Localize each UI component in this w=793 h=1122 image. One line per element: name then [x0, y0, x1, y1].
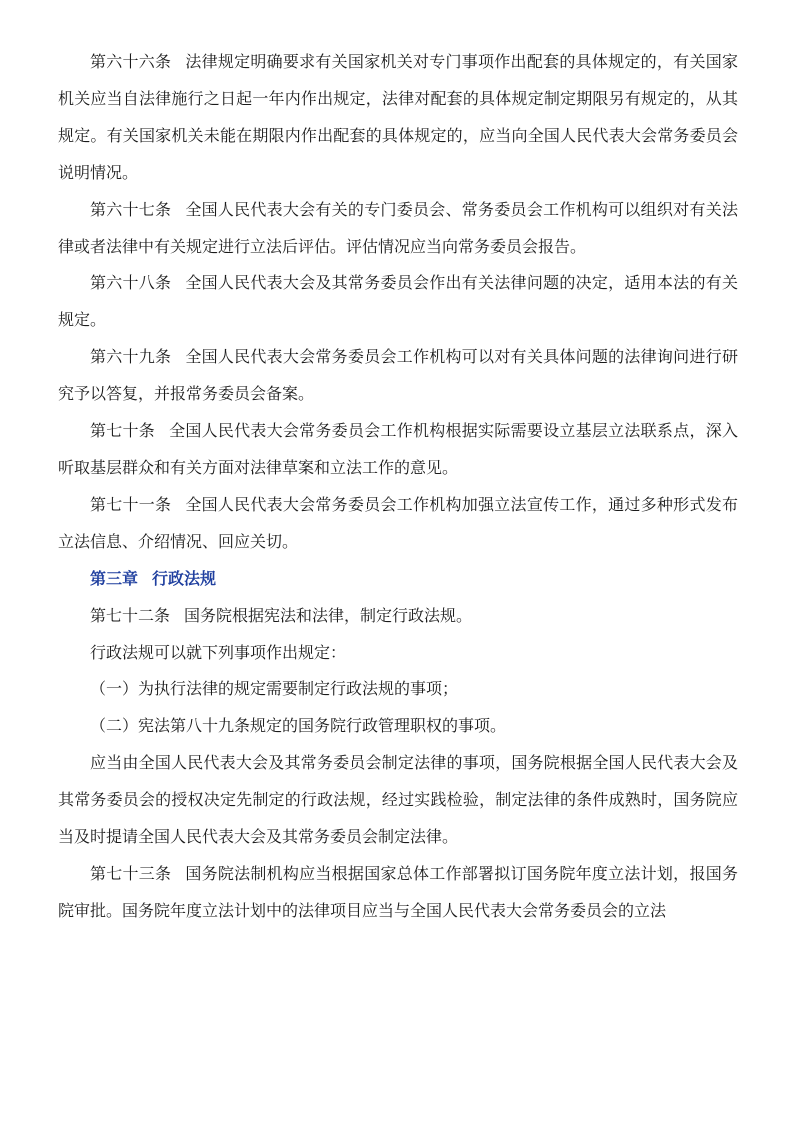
article-number: 第七十三条 [90, 863, 172, 883]
chapter-number: 第三章 [90, 568, 139, 588]
article-69 [58, 339, 738, 413]
item-text: （二）宪法第八十九条规定的国务院行政管理职权的事项。 [90, 716, 507, 736]
chapter-heading [58, 561, 738, 598]
article-number: 第六十七条 [90, 199, 172, 219]
article-number: 第六十九条 [90, 347, 172, 367]
article-number: 第六十六条 [90, 52, 172, 71]
article-text: 全国人民代表大会及其常务委员会作出有关法律问题的决定，适用本法的有关规定。 [58, 273, 738, 330]
article-67 [58, 192, 738, 266]
article-text: 全国人民代表大会有关的专门委员会、常务委员会工作机构可以组织对有关法律或者法律中有关规定进行立法后评估。评估情况应当向常务委员会报告。 [58, 199, 738, 256]
article-number: 第七十一条 [90, 494, 172, 514]
article-text: 全国人民代表大会常务委员会工作机构加强立法宣传工作，通过多种形式发布立法信息、介绍情况、回应关切。 [58, 494, 738, 551]
article-number: 第六十八条 [90, 273, 172, 293]
chapter-title: 行政法规 [152, 568, 217, 588]
article-66 [58, 44, 738, 192]
article-text: 国务院根据宪法和法律，制定行政法规。 [184, 605, 473, 625]
article-72-item-1 [58, 671, 738, 708]
article-72-clause-3 [58, 745, 738, 856]
clause-text: 应当由全国人民代表大会及其常务委员会制定法律的事项，国务院根据全国人民代表大会及其常务委员会的授权决定先制定的行政法规，经过实践检验，制定法律的条件成熟时，国务院应当及时提请全国人民代表大会及其常务委员会制定法律。 [58, 753, 738, 847]
document-page [58, 44, 738, 930]
article-70 [58, 413, 738, 487]
article-text: 国务院法制机构应当根据国家总体工作部署拟订国务院年度立法计划，报国务院审批。国务院年度立法计划中的法律项目应当与全国人民代表大会常务委员会的立法 [58, 863, 738, 920]
article-73 [58, 856, 738, 930]
article-number: 第七十条 [90, 421, 156, 441]
article-72-item-2 [58, 708, 738, 745]
item-text: （一）为执行法律的规定需要制定行政法规的事项； [90, 679, 459, 699]
article-72 [58, 598, 738, 635]
article-number: 第七十二条 [90, 605, 171, 625]
article-68 [58, 265, 738, 339]
article-72-clause-intro [58, 635, 738, 672]
article-text: 法律规定明确要求有关国家机关对专门事项作出配套的具体规定的，有关国家机关应当自法律施行之日起一年内作出规定，法律对配套的具体规定制定期限另有规定的，从其规定。有关国家机关未能在期限内作出配套的具体规定的，应当向全国人民代表大会常务委员会说明情况。 [58, 52, 738, 182]
article-text: 全国人民代表大会常务委员会工作机构根据实际需要设立基层立法联系点，深入听取基层群众和有关方面对法律草案和立法工作的意见。 [58, 421, 738, 477]
article-71 [58, 487, 738, 561]
article-text: 全国人民代表大会常务委员会工作机构可以对有关具体问题的法律询问进行研究予以答复，并报常务委员会备案。 [58, 347, 738, 404]
clause-text: 行政法规可以就下列事项作出规定： [90, 642, 347, 662]
